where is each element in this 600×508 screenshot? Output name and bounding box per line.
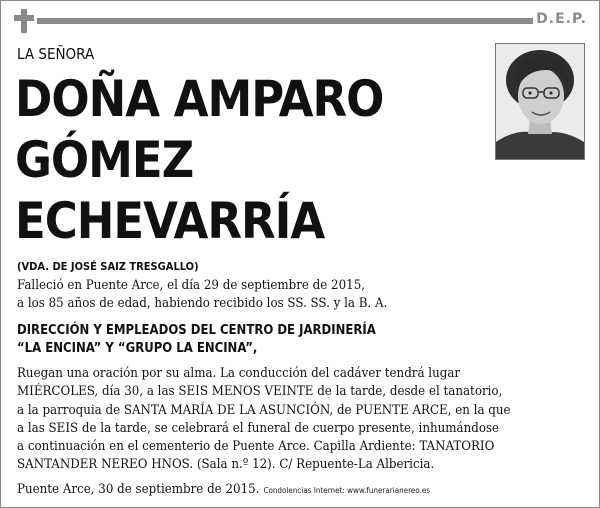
widow-note: (VDA. DE JOSÉ SAIZ TRESGALLO) <box>17 260 199 273</box>
title-prefix: LA SEÑORA <box>17 45 95 63</box>
deceased-name <box>15 69 475 252</box>
text-line: a los 85 años de edad, habiendo recibido los SS. SS. y la B. A. <box>17 296 388 312</box>
dep-label: D.E.P. <box>536 11 587 27</box>
text-line: a las SEIS de la tarde, se celebrará el funeral de cuerpo presente, inhumándose <box>17 420 500 436</box>
name-line: ECHEVARRÍA <box>15 192 325 250</box>
organization-block <box>17 322 589 357</box>
condolences-link[interactable]: Condolencias Internet: www.funerarianereo.es <box>263 486 431 495</box>
cross-icon <box>13 9 35 33</box>
header-rule <box>37 18 533 24</box>
name-line: DOÑA AMPARO <box>15 70 384 128</box>
text-line: Falleció en Puente Arce, el día 29 de septiembre de 2015, <box>17 278 366 293</box>
text-line: DIRECCIÓN Y EMPLEADOS DEL CENTRO DE JARDINERÍA <box>17 323 376 338</box>
portrait-photo-icon <box>495 43 585 160</box>
service-details <box>17 365 589 475</box>
text-line: a la parroquia de SANTA MARÍA DE LA ASUNCIÓN, de PUENTE ARCE, en la que <box>17 402 511 418</box>
header-bar <box>13 9 589 33</box>
text-line: a continuación en el cementerio de Puente Arce. Capilla Ardiente: TANATORIO <box>17 439 495 455</box>
closing-line <box>17 481 589 500</box>
death-notice <box>17 277 589 314</box>
text-line: MIÉRCOLES, día 30, a las SEIS MENOS VEINTE de la tarde, desde el tanatorio, <box>17 384 503 400</box>
text-line: “LA ENCINA” Y “GRUPO LA ENCINA”, <box>17 340 258 356</box>
closing-date: Puente Arce, 30 de septiembre de 2015. <box>17 482 260 497</box>
text-line: Ruegan una oración por su alma. La conducción del cadáver tendrá lugar <box>17 366 461 381</box>
text-line: SANTANDER NEREO HNOS. (Sala n.º 12). C/ Repuente-La Albericia. <box>17 457 435 473</box>
name-line: GÓMEZ <box>15 131 194 189</box>
